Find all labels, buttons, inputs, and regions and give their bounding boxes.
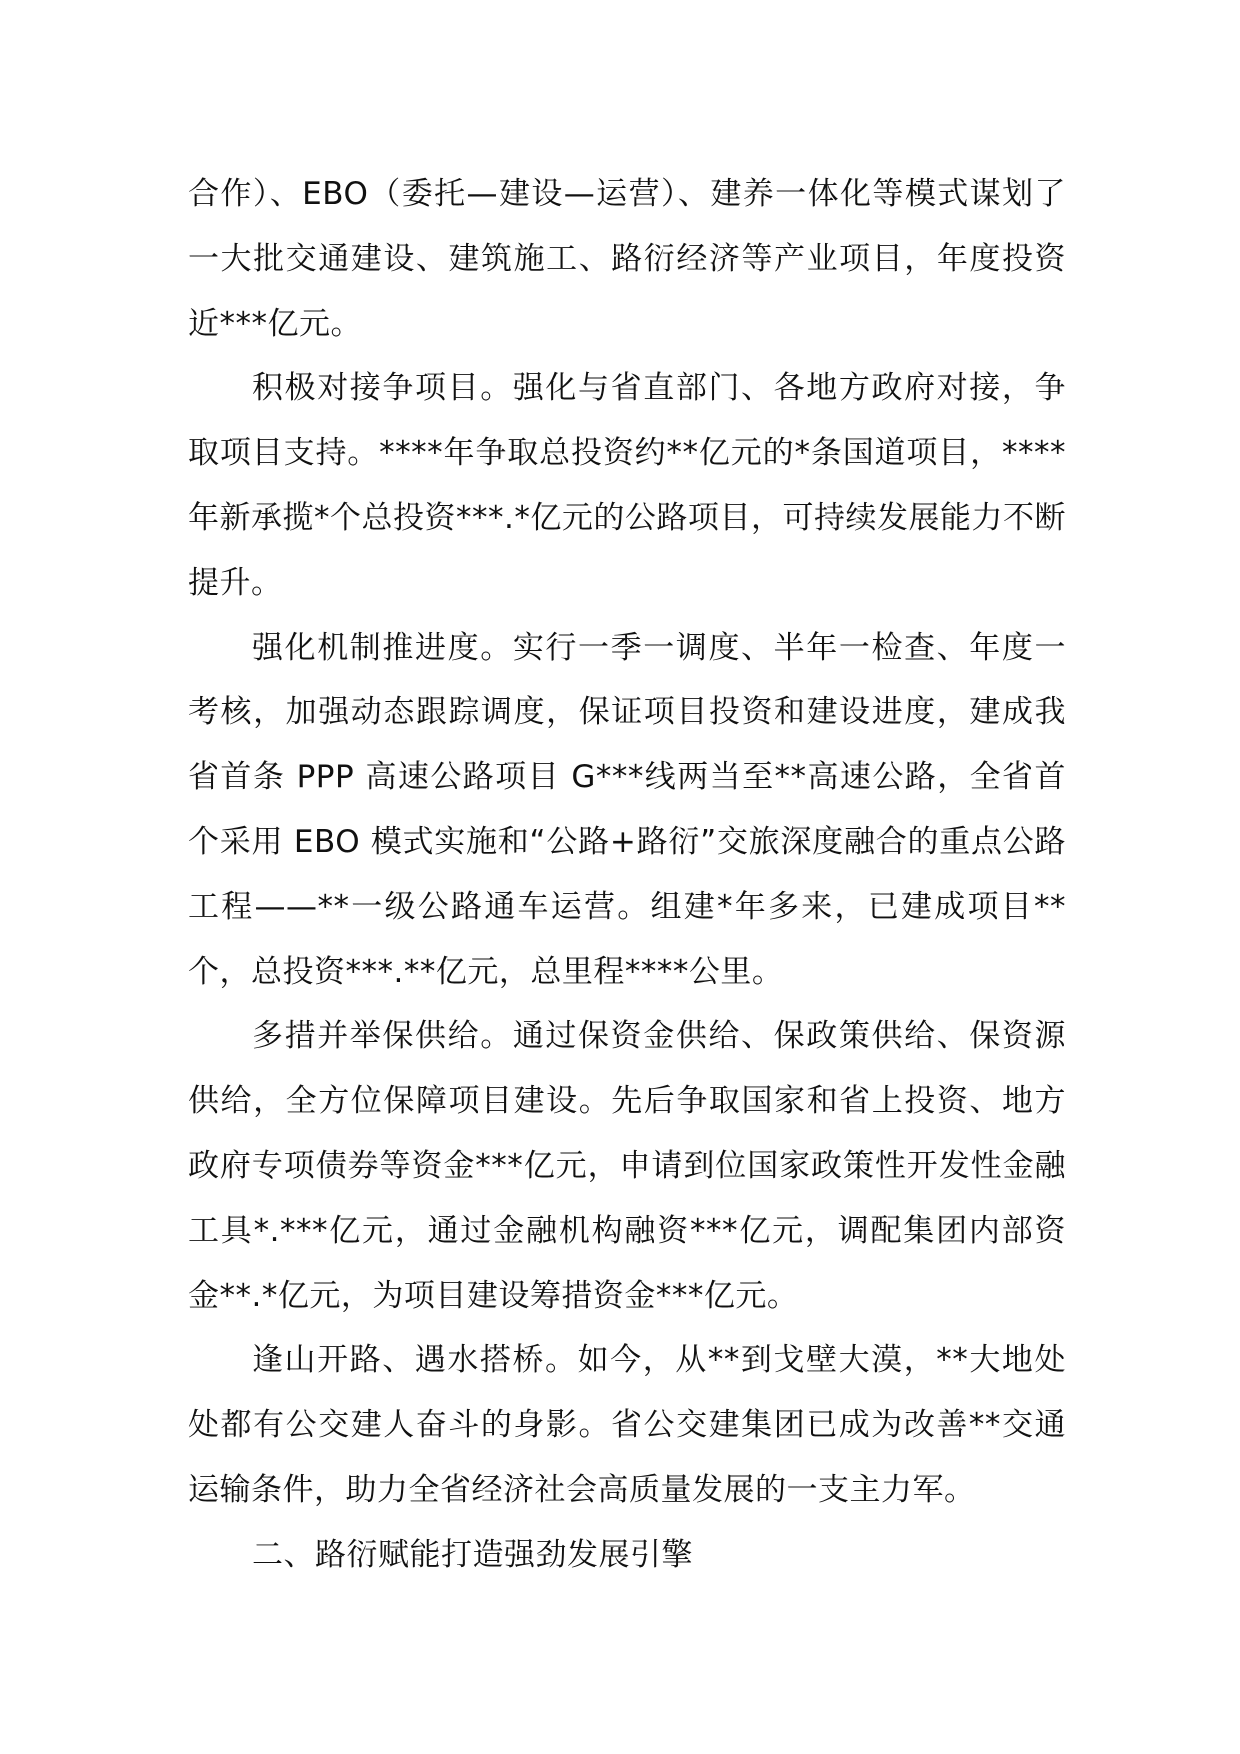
paragraph-4: 多措并举保供给。通过保资金供给、保政策供给、保资源供给，全方位保障项目建设。先后争取国家和省上投资、地方政府专项债券等资金***亿元，申请到位国家政策性开发性金融工具*.***亿元，通过金融机构融资***亿元，调配集团内部资金**.*亿元，为项目建设筹措资金***亿元。 [188,1018,1066,1314]
paragraph-2: 积极对接争项目。强化与省直部门、各地方政府对接，争取项目支持。****年争取总投资约**亿元的*条国道项目，****年新承揽*个总投资***.*亿元的公路项目，可持续发展能力不断提升。 [188,370,1066,601]
paragraph-5: 逢山开路、遇水搭桥。如今，从**到戈壁大漠，**大地处处都有公交建人奋斗的身影。省公交建集团已成为改善**交通运输条件，助力全省经济社会高质量发展的一支主力军。 [188,1342,1066,1508]
paragraph-1: 合作）、EBO（委托—建设—运营）、建养一体化等模式谋划了一大批交通建设、建筑施工、路衍经济等产业项目，年度投资近***亿元。 [188,176,1066,342]
paragraph-3: 强化机制推进度。实行一季一调度、半年一检查、年度一考核，加强动态跟踪调度，保证项目投资和建设进度，建成我省首条 PPP 高速公路项目 G***线两当至**高速公路，全省首个采用 EBO 模式实施和“公路+路衍”交旅深度融合的重点公路工程——**一级公路通车运营。组建*年多来，已建成项目**个，总投资***.**亿元，总里程****公里。 [188,629,1066,990]
section-heading: 二、路衍赋能打造强劲发展引擎 [252,1536,693,1573]
document-page [188,162,1066,1588]
